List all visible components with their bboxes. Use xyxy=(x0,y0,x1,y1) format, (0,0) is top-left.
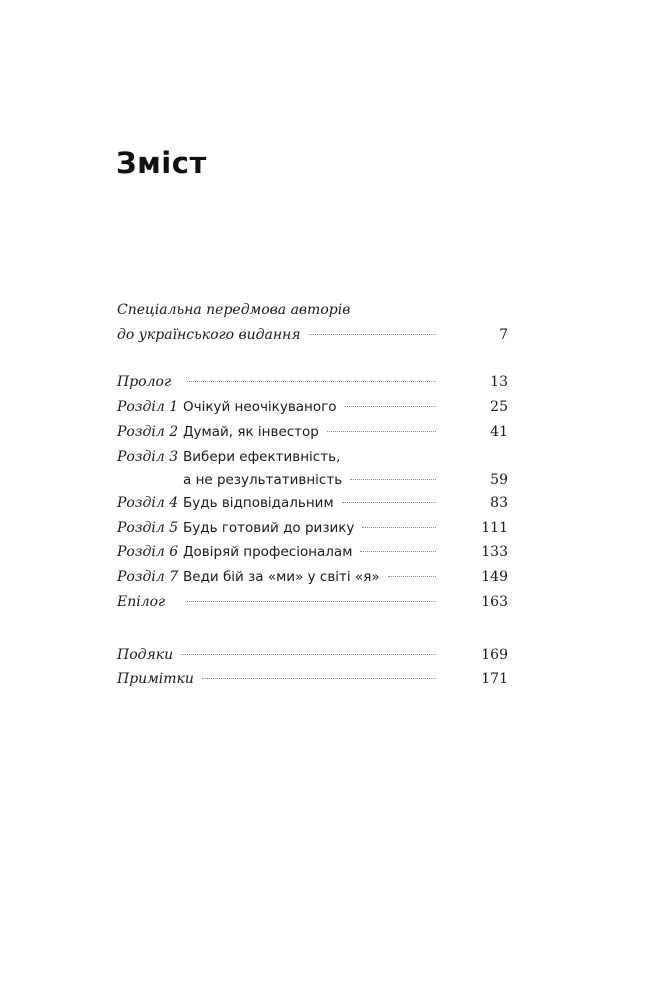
entry-label: Розділ 3 xyxy=(117,449,179,465)
dot-leader xyxy=(360,551,436,552)
toc-entry-prologue xyxy=(117,370,508,394)
entry-label: Розділ 1 xyxy=(117,399,179,415)
entry-label: Розділ 7 xyxy=(117,569,179,585)
toc-entry-notes xyxy=(117,667,508,691)
entry-title: Вибери ефективність, xyxy=(183,449,341,465)
entry-title: Думай, як інвестор xyxy=(183,424,319,440)
page-number: 25 xyxy=(490,399,508,415)
page-number: 163 xyxy=(481,594,508,610)
entry-title: Довіряй професіоналам xyxy=(183,544,353,560)
entry-label: Розділ 6 xyxy=(117,544,179,560)
page-number: 7 xyxy=(499,327,508,343)
entry-label: Розділ 5 xyxy=(117,520,179,536)
toc-preface-line1 xyxy=(117,298,508,322)
entry-title: Будь відповідальним xyxy=(183,495,334,511)
toc-entry-chapter-5 xyxy=(117,516,508,540)
toc-entry-chapter-7 xyxy=(117,565,508,589)
toc-entry-chapter-4 xyxy=(117,491,508,515)
entry-label: Епілог xyxy=(117,594,166,610)
dot-leader xyxy=(202,678,436,679)
toc-entry-chapter-6 xyxy=(117,540,508,564)
dot-leader xyxy=(187,601,436,602)
page-number: 13 xyxy=(490,374,508,390)
page-number: 171 xyxy=(481,671,508,687)
dot-leader xyxy=(327,431,436,432)
page-number: 133 xyxy=(481,544,508,560)
toc-entry-chapter-3-cont xyxy=(117,468,508,492)
page-number: 59 xyxy=(490,472,508,488)
dot-leader xyxy=(345,406,437,407)
preface-title: Спеціальна передмова авторів xyxy=(117,302,351,318)
dot-leader xyxy=(388,576,436,577)
toc-entry-chapter-3 xyxy=(117,445,508,469)
toc-entry-chapter-1 xyxy=(117,395,508,419)
entry-label: Розділ 4 xyxy=(117,495,179,511)
entry-title: Очікуй неочікуваного xyxy=(183,399,337,415)
dot-leader xyxy=(309,334,436,335)
entry-label: Пролог xyxy=(117,374,172,390)
toc-entry-preface xyxy=(117,323,508,347)
dot-leader xyxy=(350,479,436,480)
page-number: 83 xyxy=(490,495,508,511)
page-number: 111 xyxy=(481,520,508,536)
page-number: 169 xyxy=(481,647,508,663)
dot-leader xyxy=(362,527,436,528)
preface-title-cont: до українського видання xyxy=(117,327,301,343)
toc-entry-acknowledgments xyxy=(117,643,508,667)
dot-leader xyxy=(181,654,436,655)
entry-label: Розділ 2 xyxy=(117,424,179,440)
page-title: Зміст xyxy=(116,146,207,180)
entry-title-cont: а не результативність xyxy=(183,472,343,488)
entry-label: Примітки xyxy=(117,671,194,687)
toc-entry-chapter-2 xyxy=(117,420,508,444)
entry-label: Подяки xyxy=(117,647,174,663)
dot-leader xyxy=(187,381,436,382)
page-number: 149 xyxy=(481,569,508,585)
entry-title: Веди бій за «ми» у світі «я» xyxy=(183,569,380,585)
entry-title: Будь готовий до ризику xyxy=(183,520,355,536)
page-number: 41 xyxy=(490,424,508,440)
toc-entry-epilogue xyxy=(117,590,508,614)
dot-leader xyxy=(342,502,436,503)
